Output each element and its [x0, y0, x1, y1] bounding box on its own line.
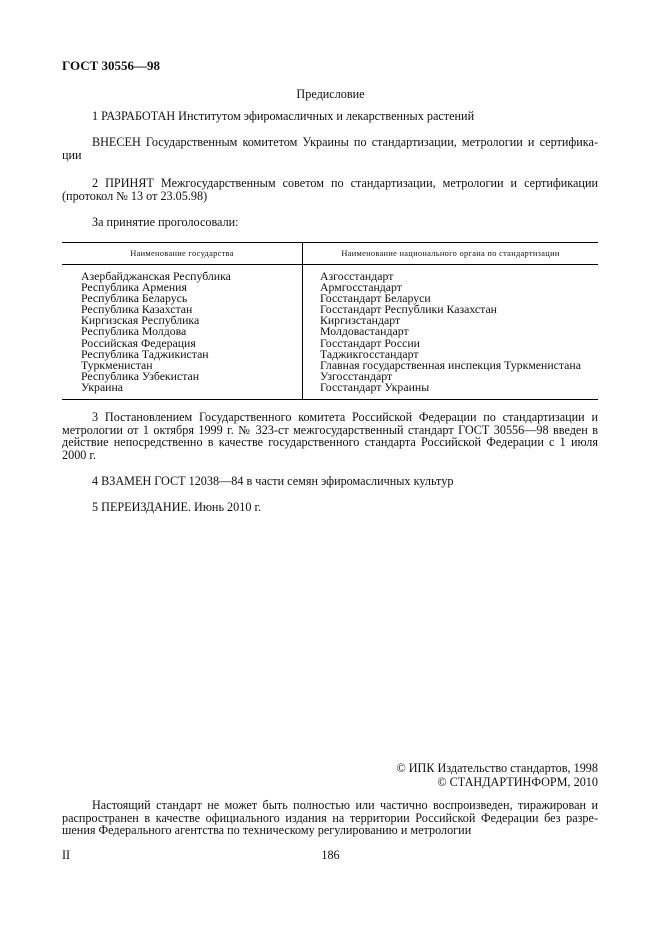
standards-body: Армгосстандарт: [320, 280, 402, 295]
state-name: Республика Казахстан: [81, 302, 193, 317]
standards-body: Азгосстандарт: [320, 269, 394, 283]
item-adopted: 2 ПРИНЯТ Межгосударственным советом по стандартизации, метрологии и сертификации (протокол № 13 от 23.05.98): [62, 176, 598, 203]
state-name: Республика Беларусь: [81, 291, 188, 306]
voted-label: За принятие проголосовали:: [92, 215, 239, 229]
page-number: 186: [321, 848, 340, 862]
item-replaces: 4 ВЗАМЕН ГОСТ 12038—84 в части семян эфиромасличных культур: [92, 474, 454, 488]
voting-states-table: [62, 242, 598, 400]
page-title: Предисловие: [296, 87, 365, 101]
state-name: Азербайджанская Республика: [81, 269, 231, 283]
standards-body: Киргизстандарт: [320, 313, 401, 328]
state-names-cell: [62, 265, 303, 400]
gost-code: ГОСТ 30556—98: [62, 58, 161, 73]
column-header-state: Наименование государства: [62, 243, 303, 265]
standards-body: Госстандарт Украины: [320, 379, 430, 394]
copyright-line: © ИПК Издательство стандартов, 1998: [396, 761, 598, 775]
column-header-body: Наименование национального органа по стандартизации: [303, 243, 599, 265]
standards-body: Узгосстандарт: [320, 368, 393, 383]
table-body-row: [62, 265, 598, 400]
state-name: Республика Армения: [81, 280, 187, 295]
copyright-line: © СТАНДАРТИНФОРМ, 2010: [437, 774, 598, 789]
standards-body: Таджикгосстандарт: [320, 346, 419, 361]
state-name: Украина: [81, 379, 124, 394]
standards-bodies-cell: [303, 265, 599, 400]
item-introduced: ВНЕСЕН Государственным комитетом Украины по стандартизации, метрологии и сертифика-ции: [62, 135, 598, 162]
roman-page-number: II: [62, 848, 71, 862]
state-name: Российская Федерация: [81, 335, 196, 350]
state-name: Республика Молдова: [81, 324, 187, 339]
state-name: Туркменистан: [81, 357, 153, 372]
reproduction-notice: Настоящий стандарт не может быть полностью или частично воспроизведен, тиражирован и распространен в качестве официального издания на территории Российской Федерации без разре-шения Федерального агентства по техническому регулированию и метрологии: [62, 798, 598, 838]
state-name: Киргизская Республика: [81, 313, 200, 328]
state-name: Республика Узбекистан: [81, 368, 200, 383]
standards-body: Главная государственная инспекция Туркменистана: [320, 357, 581, 372]
standards-body: Госстандарт Республики Казахстан: [320, 302, 497, 317]
item-developed: 1 РАЗРАБОТАН Институтом эфиромасличных и лекарственных растений: [92, 109, 475, 123]
item-reissue: 5 ПЕРЕИЗДАНИЕ. Июнь 2010 г.: [92, 500, 262, 514]
standards-body: Госстандарт России: [320, 335, 420, 350]
table-header-row: [62, 243, 598, 265]
standards-body: Молдовастандарт: [320, 324, 409, 339]
standards-body: Госстандарт Беларуси: [320, 291, 431, 306]
copyright-block: [396, 762, 598, 789]
state-name: Республика Таджикистан: [81, 346, 209, 361]
item-decree: 3 Постановлением Государственного комитета Российской Федерации по стандартизации и метрологии от 1 октября 1999 г. № 323-ст межгосударственный стандарт ГОСТ 30556—98 введен в действие непосредственно в качестве государственного стандарта Российской Федерации с 1 июля 2000 г.: [62, 410, 598, 462]
